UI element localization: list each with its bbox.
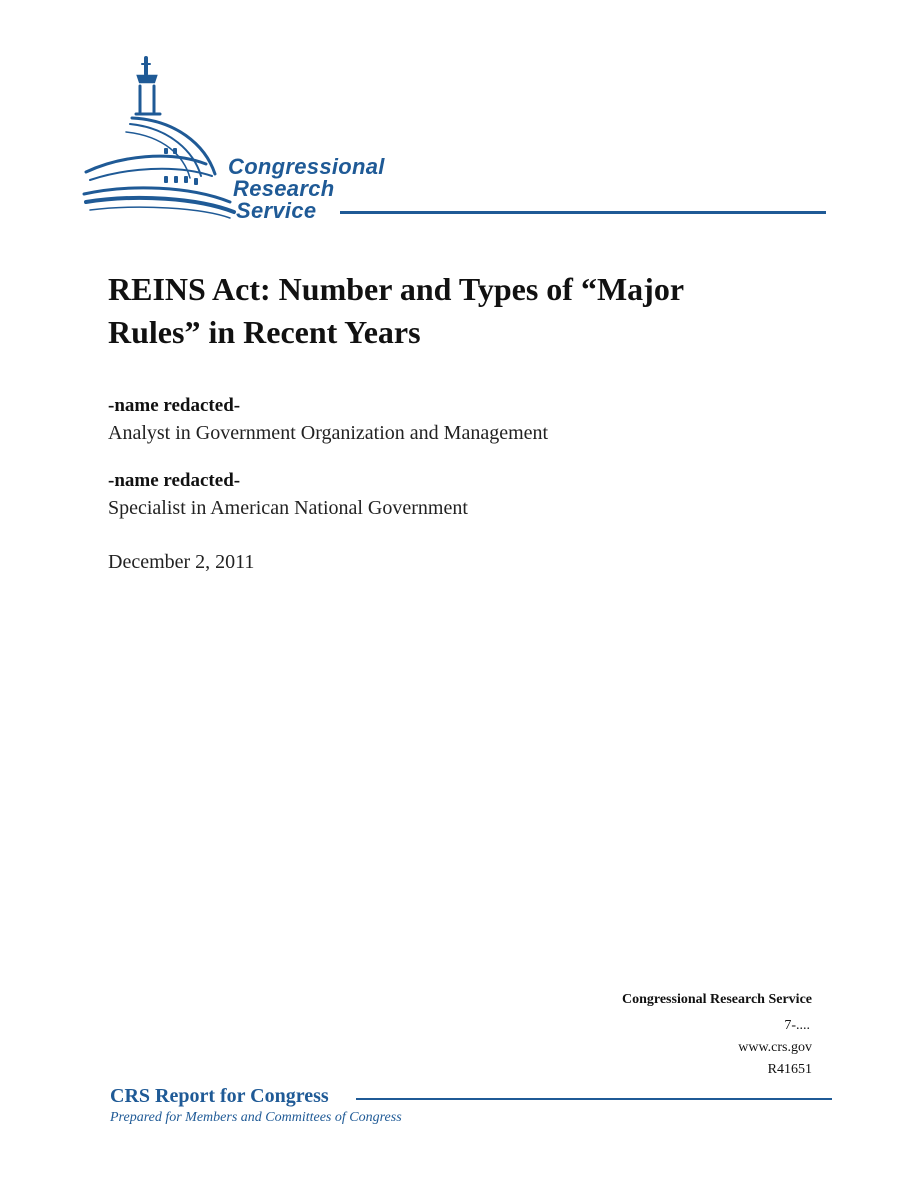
footer-divider	[356, 1098, 832, 1100]
author-2-name: -name redacted-	[108, 470, 241, 491]
footer-title: CRS Report for Congress	[110, 1085, 329, 1107]
report-title-line2: Rules” in Recent Years	[108, 314, 421, 350]
logo-wordmark-line1: Congressional	[228, 154, 385, 179]
crs-report-number: R41651	[767, 1062, 812, 1077]
report-date: December 2, 2011	[108, 551, 255, 573]
logo-wordmark-line3: Service	[236, 198, 317, 223]
report-title-line1: REINS Act: Number and Types of “Major	[108, 271, 685, 307]
capitol-dome-icon	[80, 52, 830, 227]
crs-org-name: Congressional Research Service	[621, 992, 812, 1007]
author-1-role: Analyst in Government Organization and Management	[108, 422, 549, 444]
author-2-role: Specialist in American National Government	[108, 497, 468, 519]
logo-wordmark-line2: Research	[233, 176, 335, 201]
crs-logo	[80, 52, 830, 227]
crs-website: www.crs.gov	[738, 1040, 812, 1055]
crs-phone: 7-....	[784, 1018, 810, 1033]
footer-subtitle: Prepared for Members and Committees of Congress	[110, 1110, 402, 1125]
author-1-name: -name redacted-	[108, 395, 241, 416]
report-title	[108, 268, 808, 354]
